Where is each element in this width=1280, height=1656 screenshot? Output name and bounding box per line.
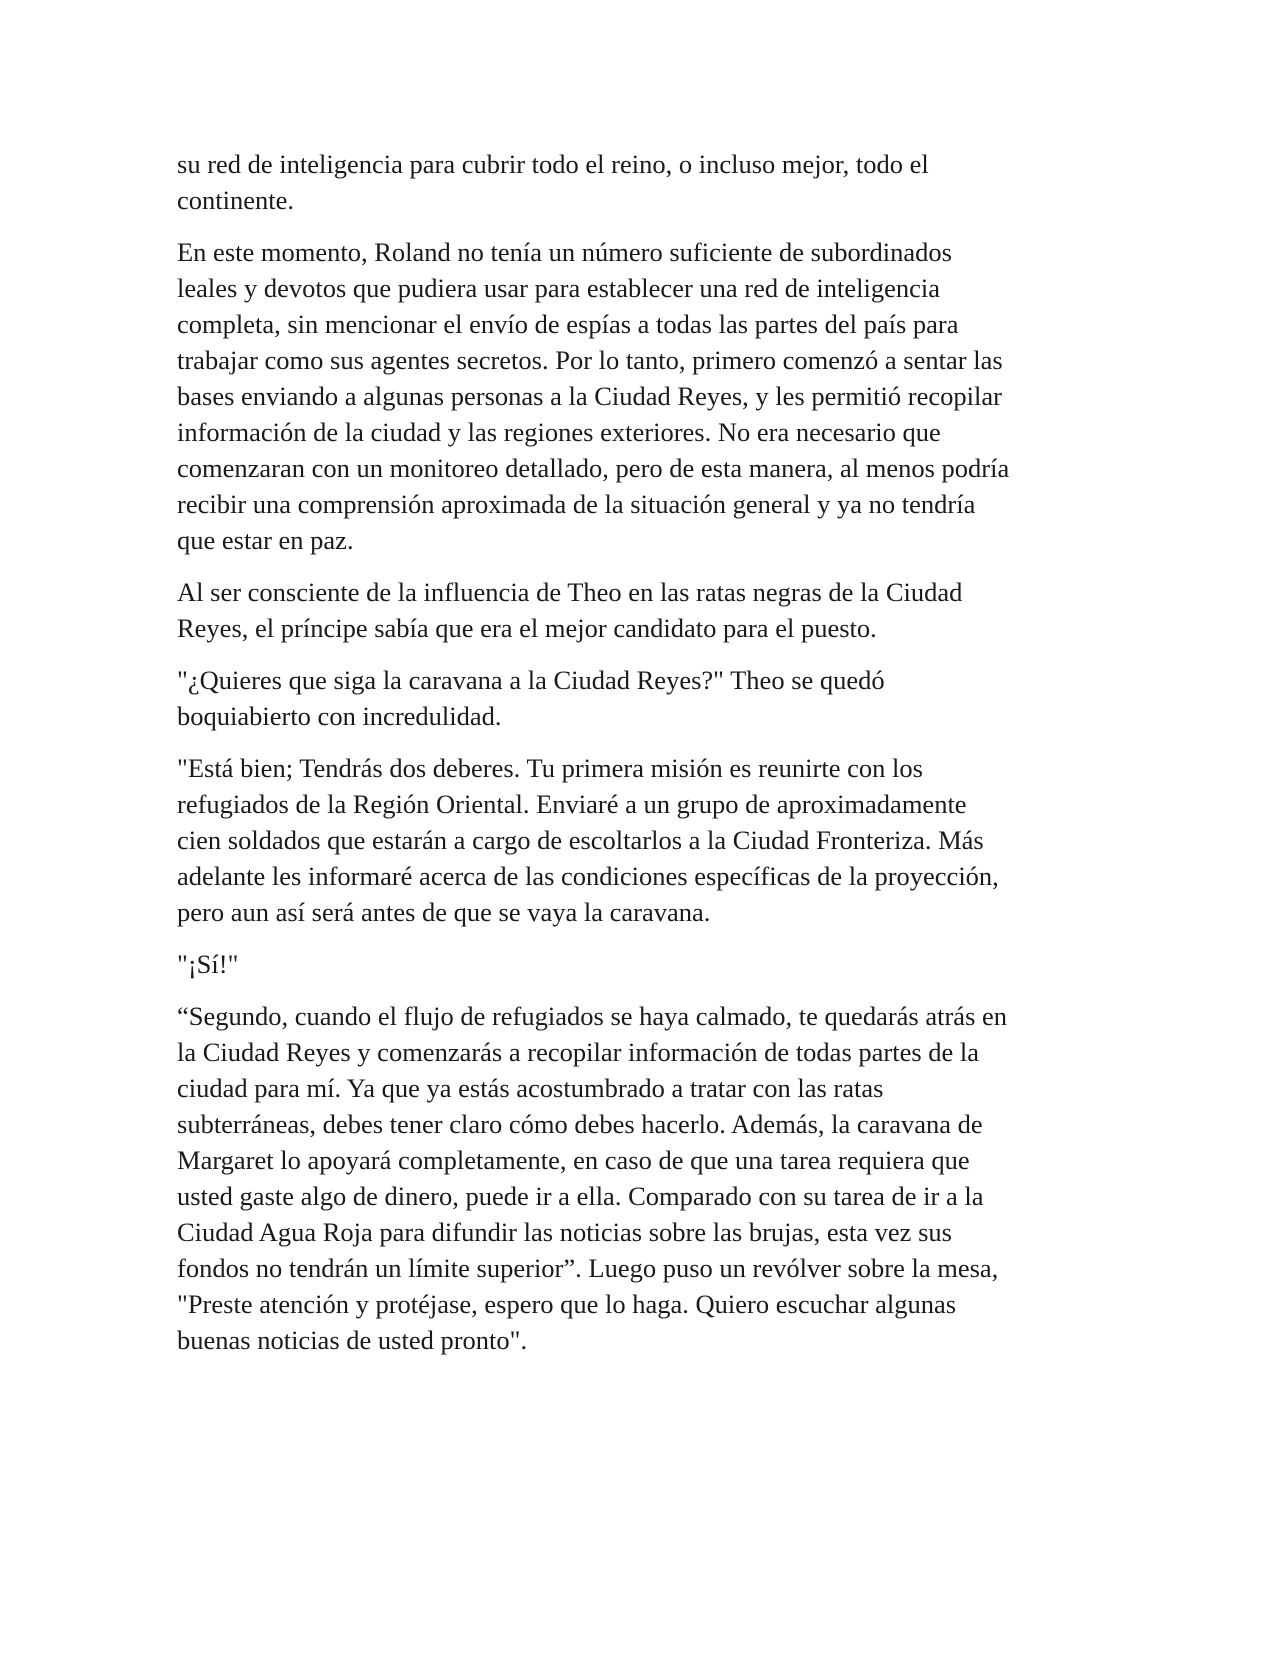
text-line: Al ser consciente de la influencia de Theo en las ratas negras de la Ciudad bbox=[177, 577, 963, 607]
text-line: pero aun así será antes de que se vaya la caravana. bbox=[177, 897, 711, 927]
text-line: fondos no tendrán un límite superior”. Luego puso un revólver sobre la mesa, bbox=[177, 1253, 999, 1283]
text-line: leales y devotos que pudiera usar para establecer una red de inteligencia bbox=[177, 273, 941, 303]
text-line: "Está bien; Tendrás dos deberes. Tu primera misión es reunirte con los bbox=[177, 753, 923, 783]
text-line: Ciudad Agua Roja para difundir las noticias sobre las brujas, esta vez sus bbox=[177, 1217, 952, 1247]
text-line: "¡Sí!" bbox=[177, 949, 239, 979]
paragraph-1 bbox=[177, 146, 1107, 218]
text-line: adelante les informaré acerca de las condiciones específicas de la proyección, bbox=[177, 861, 999, 891]
text-line: cien soldados que estarán a cargo de escoltarlos a la Ciudad Fronteriza. Más bbox=[177, 825, 984, 855]
text-line: boquiabierto con incredulidad. bbox=[177, 701, 502, 731]
paragraph-6 bbox=[177, 946, 1107, 982]
text-line: refugiados de la Región Oriental. Enviaré a un grupo de aproximadamente bbox=[177, 789, 967, 819]
text-line: completa, sin mencionar el envío de espías a todas las partes del país para bbox=[177, 309, 959, 339]
paragraph-4 bbox=[177, 662, 1107, 734]
text-line: trabajar como sus agentes secretos. Por lo tanto, primero comenzó a sentar las bbox=[177, 345, 1003, 375]
text-line: la Ciudad Reyes y comenzarás a recopilar información de todas partes de la bbox=[177, 1037, 980, 1067]
text-line: "¿Quieres que siga la caravana a la Ciudad Reyes?" Theo se quedó bbox=[177, 665, 885, 695]
document-page bbox=[177, 146, 1107, 1374]
text-line: subterráneas, debes tener claro cómo debes hacerlo. Además, la caravana de bbox=[177, 1109, 983, 1139]
text-line: ciudad para mí. Ya que ya estás acostumbrado a tratar con las ratas bbox=[177, 1073, 884, 1103]
text-line: "Preste atención y protéjase, espero que lo haga. Quiero escuchar algunas bbox=[177, 1289, 957, 1319]
text-line: Margaret lo apoyará completamente, en caso de que una tarea requiera que bbox=[177, 1145, 970, 1175]
text-line: que estar en paz. bbox=[177, 525, 354, 555]
text-line: información de la ciudad y las regiones exteriores. No era necesario que bbox=[177, 417, 941, 447]
text-line: buenas noticias de usted pronto". bbox=[177, 1325, 528, 1355]
text-line: “Segundo, cuando el flujo de refugiados se haya calmado, te quedarás atrás en bbox=[177, 1001, 1008, 1031]
paragraph-2 bbox=[177, 234, 1107, 558]
text-line: continente. bbox=[177, 185, 294, 215]
text-line: bases enviando a algunas personas a la Ciudad Reyes, y les permitió recopilar bbox=[177, 381, 1002, 411]
text-line: comenzaran con un monitoreo detallado, pero de esta manera, al menos podría bbox=[177, 453, 1010, 483]
paragraph-5 bbox=[177, 750, 1107, 930]
text-line: usted gaste algo de dinero, puede ir a ella. Comparado con su tarea de ir a la bbox=[177, 1181, 984, 1211]
paragraph-3 bbox=[177, 574, 1107, 646]
text-line: recibir una comprensión aproximada de la situación general y ya no tendría bbox=[177, 489, 976, 519]
text-line: En este momento, Roland no tenía un número suficiente de subordinados bbox=[177, 237, 952, 267]
text-line: su red de inteligencia para cubrir todo el reino, o incluso mejor, todo el bbox=[177, 149, 929, 179]
text-line: Reyes, el príncipe sabía que era el mejor candidato para el puesto. bbox=[177, 613, 877, 643]
paragraph-7 bbox=[177, 998, 1107, 1358]
